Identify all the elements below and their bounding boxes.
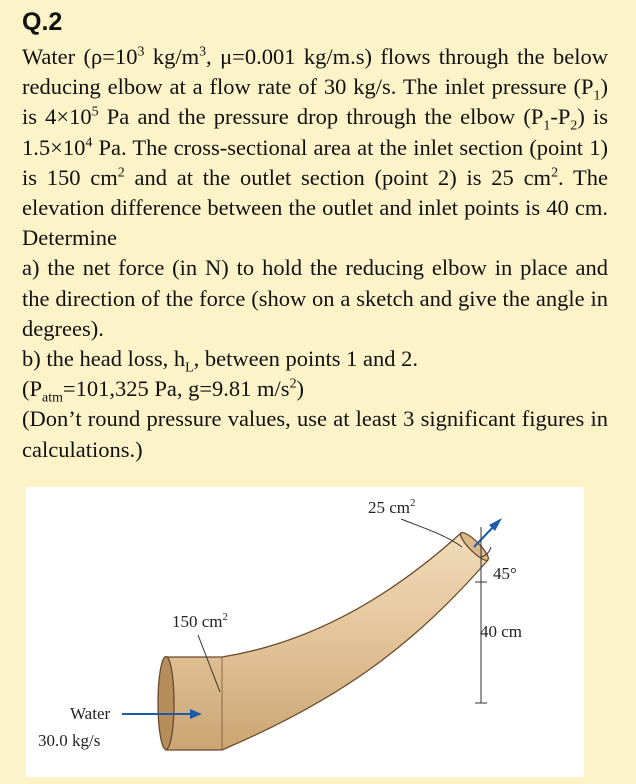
given-constants: ($P_{atm}=101,325$ Pa, g=9.81 $m/s^2$) <box>22 376 305 406</box>
part-b-text: b) the head loss, $h_L$, between points 1 and 2. <box>22 346 418 376</box>
elbow-diagram <box>26 487 584 777</box>
inlet-area-label: 150 $cm^2$ <box>172 611 229 631</box>
inlet-opening <box>158 657 174 750</box>
elbow-figure <box>26 487 584 777</box>
outlet-area-label: 25 $cm^2$ <box>368 497 416 517</box>
question-number: Q.2 <box>22 8 63 36</box>
elevation-label: 40 cm <box>480 622 523 641</box>
problem-statement: Water ($\rho=10^3$ $kg/m^3$, μ=0.001 kg/m.s) flows through the below reducing elbow at a flow rate of 30 kg/s. The inlet pressure $(P_1)$ is $4\times 10^5$ Pa and the pressure drop through the elbow $(P_1-P_2)$ is $1.5\times 10^4$ Pa. The cross-sectional area at the inlet section (point 1) is 150 $cm^2$ and at the outlet section (point 2) is 25 $cm^2$. The elevation difference between the outlet and inlet points is 40 cm. Determine <box>22 44 608 251</box>
flow-rate-label: 30.0 kg/s <box>38 731 101 750</box>
angle-label: 45° <box>493 564 517 583</box>
fluid-label: Water <box>70 704 111 723</box>
rounding-note: (Don’t round pressure values, use at least 3 significant figures in calculations.) <box>22 406 608 462</box>
elbow-pipe <box>166 533 488 750</box>
part-a-text: a) the net force (in N) to hold the reducing elbow in place and the direction of the force (show on a sketch and give the angle in degrees). <box>22 255 608 341</box>
question-text <box>22 42 608 465</box>
